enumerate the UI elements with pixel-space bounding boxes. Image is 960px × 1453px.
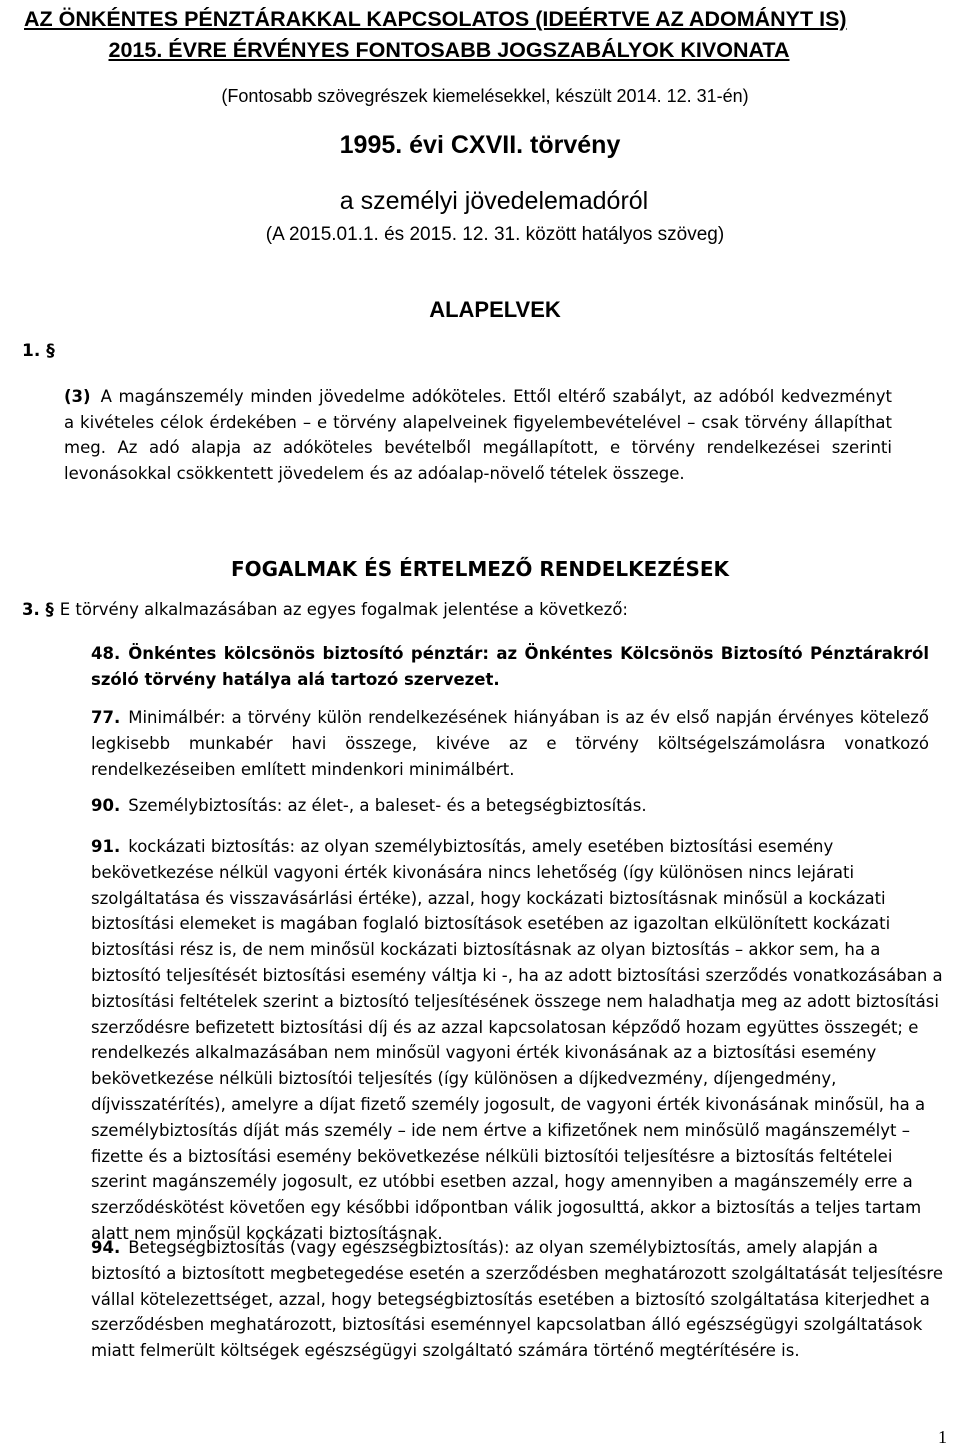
definition-text: kockázati biztosítás: az olyan személybiztosítás, amely esetében biztosítási esemény bekövetkezése nélkül vagyoni érték kivonására nincs lehetőség (így különösen nincs lejárati szolgáltatása és visszavásárlási értéke), azzal, hogy kockázati biztosításnak minősül a kockázati biztosítási elemeket is magában foglaló biztosítások esetében az igazoltan elkülönített kockázati biztosítási rész is, de nem minősül kockázati biztosításnak az olyan biztosítás – akkor sem, ha a biztosító teljesítését biztosítási esemény váltja ki -, ha az adott biztosítási szerződés vonatkozásában a biztosítási feltételek szerint a biztosító teljesítésének összege nem haladhatja meg az adott biztosítási szerződésre befizetett biztosítási díj és az azzal kapcsolatosan képződő hozam együttes összegét; e rendelkezés alkalmazásában nem minősül vagyoni érték kivonásának az a biztosítási esemény bekövetkezése nélküli biztosítói teljesítés (így különösen a díjkedvezmény, díjengedmény, díjvisszatérítés), amelyre a díjat fizető személy jogosult, de vagyoni érték kivonásának minősül, ha a személybiztosítás díját más személy – ide nem értve a kifizetőnek nem minősülő magánszemélyt – fizette és a biztosítási esemény bekövetkezése nélküli biztosítói teljesítésre a biztosítás feltételei szerint magánszemély jogosult, ez utóbbi esetben azzal, hogy amennyiben a magánszemély erre a szerződéskötést követően egy későbbi időpontban válik jogosulttá, akkor a biztosítás a teljes tartam alatt nem minősül kockázati biztosításnak. — [91, 837, 943, 1243]
document-header — [24, 4, 934, 66]
law-subtitle: a személyi jövedelemadóról — [339, 187, 649, 215]
section-heading-alapelvek: ALAPELVEK — [429, 297, 561, 322]
definition-90 — [91, 793, 929, 819]
section-intro-text: E törvény alkalmazásában az egyes fogalmak jelentése a következő: — [59, 600, 628, 619]
definition-94 — [91, 1235, 951, 1364]
section-3-intro — [22, 600, 628, 619]
page-number: 1 — [938, 1427, 947, 1447]
definition-48 — [91, 641, 929, 693]
definition-text: Önkéntes kölcsönös biztosító pénztár: az Önkéntes Kölcsönös Biztosító Pénztárakról szóló törvény hatálya alá tartozó szervezet. — [91, 644, 929, 689]
definition-number: 48. — [91, 644, 121, 663]
definition-number: 77. — [91, 708, 121, 727]
law-title: 1995. évi CXVII. törvény — [339, 131, 621, 159]
section-heading-fogalmak: FOGALMAK ÉS ÉRTELMEZŐ RENDELKEZÉSEK — [230, 557, 730, 581]
definition-text: Személybiztosítás: az élet-, a baleset- és a betegségbiztosítás. — [128, 796, 647, 815]
definition-text: Betegségbiztosítás (vagy egészségbiztosítás): az olyan személybiztosítás, amely alapján a biztosító a biztosított megbetegedése esetén a szerződésben meghatározott szolgáltatását teljesítésre vállal kötelezettséget, azzal, hogy betegségbiztosítás esetében a biztosító szolgáltatása kiterjedhet a szerződésben meghatározott, biztosítási eseménnyel kapcsolatban álló egészségügyi szolgáltatások miatt felmerült költségek egészségügyi szolgáltató számára történő megtérítésére is. — [91, 1238, 944, 1361]
definition-91 — [91, 834, 951, 1247]
document-note: (Fontosabb szövegrészek kiemelésekkel, készült 2014. 12. 31-én) — [221, 86, 749, 106]
definition-77 — [91, 705, 929, 783]
section-number-1: 1. § — [22, 341, 55, 361]
header-line-1: AZ ÖNKÉNTES PÉNZTÁRAKKAL KAPCSOLATOS (IDEÉRTVE AZ ADOMÁNYT IS) — [24, 7, 847, 31]
paragraph-text: A magánszemély minden jövedelme adóköteles. Ettől eltérő szabályt, az adóból kedvezményt a kivételes célok érdekében – e törvény alapelveinek figyelembevételével – csak törvény állapíthat meg. Az adó alapja az adóköteles bevételből megállapított, e törvény rendelkezései szerinti levonásokkal csökkentett jövedelem és az adóalap-növelő tételek összege. — [64, 387, 892, 483]
definition-number: 90. — [91, 796, 121, 815]
definition-text: Minimálbér: a törvény külön rendelkezésének hiányában is az év első napján érvényes kötelező legkisebb munkabér havi összege, kivéve az e törvény költségelszámolásra vonatkozó rendelkezéseiben említett mindenkori minimálbért. — [91, 708, 929, 779]
definition-number: 94. — [91, 1238, 121, 1257]
header-line-2: 2015. ÉVRE ÉRVÉNYES FONTOSABB JOGSZABÁLYOK KIVONATA — [108, 38, 790, 62]
paragraph-number: (3) — [64, 387, 91, 406]
section-number-3: 3. § — [22, 600, 54, 619]
definition-number: 91. — [91, 837, 121, 856]
paragraph-3 — [64, 384, 892, 486]
law-validity: (A 2015.01.1. és 2015. 12. 31. között hatályos szöveg) — [265, 224, 725, 245]
